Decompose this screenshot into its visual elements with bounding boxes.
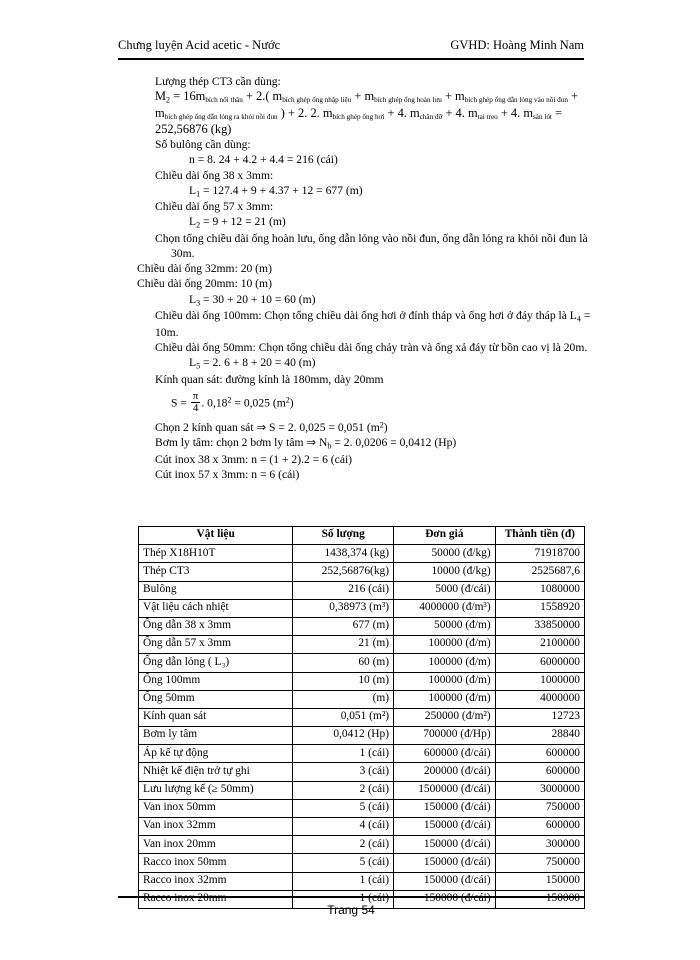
table-cell: 10000 (đ/kg) (394, 563, 496, 581)
table-cell: 150000 (đ/cái) (394, 836, 496, 854)
table-cell: Ống 50mm (139, 690, 293, 708)
document-body (137, 74, 592, 482)
table-cell: Racco inox 32mm (139, 872, 293, 890)
table-cell: 2 (cái) (293, 781, 394, 799)
line-ong-50mm: Chiều dài ống 50mm: Chọn tổng chiều dài ống chảy tràn và ống xả đáy từ bồn cao vị là 20m. (155, 341, 588, 355)
table-cell: 150000 (đ/cái) (394, 890, 496, 908)
table-cell: Bơm ly tâm (139, 727, 293, 745)
L1-rest: = 127.4 + 9 + 4.37 + 12 = 677 (m) (200, 183, 363, 197)
footer-rule (118, 896, 584, 898)
table-cell: Thép X18H10T (139, 545, 293, 563)
table-cell: 21 (m) (293, 636, 394, 654)
formula-m2-p9: = 252,56876 (kg) (155, 105, 563, 136)
table-cell: 0,051 (m²) (293, 708, 394, 726)
S-mid: . 0,18 (201, 396, 228, 410)
table-cell: 3000000 (495, 781, 584, 799)
table-cell: Thép CT3 (139, 563, 293, 581)
line-L3 (137, 292, 592, 309)
table-row (139, 781, 585, 799)
line-ong-20mm: Chiều dài ống 20mm: 10 (m) (137, 277, 272, 291)
table-cell: 100000 (đ/m) (394, 654, 496, 672)
line-luong-thep: Lượng thép CT3 cần dùng: (155, 75, 281, 88)
L2-sub: 2 (196, 220, 201, 230)
formula-m2-sub2: bích ghép ống nhập liệu (282, 96, 352, 105)
table-cell: 1500000 (đ/cái) (394, 781, 496, 799)
table-cell: 4000000 (đ/m³) (394, 599, 496, 617)
table-cell: 12723 (495, 708, 584, 726)
table-cell: Ống dẫn lỏng ( L₃) (139, 654, 293, 672)
column-header-vat-lieu: Vật liệu (139, 527, 293, 545)
table-cell: 150000 (đ/cái) (394, 854, 496, 872)
line-kinh-quan-sat: Kính quan sát: đường kính là 180mm, dày 20mm (155, 373, 384, 387)
L5-lead: L (189, 356, 197, 370)
table-cell: 100000 (đ/m) (394, 636, 496, 654)
table-cell: 5 (cái) (293, 854, 394, 872)
table-cell: (m) (293, 690, 394, 708)
table-row (139, 818, 585, 836)
table-cell: 750000 (495, 854, 584, 872)
table-row (139, 636, 585, 654)
table-cell: Van inox 32mm (139, 818, 293, 836)
line-chieu-dai-38: Chiều dài ống 38 x 3mm: (155, 168, 274, 182)
line-ong-32mm: Chiều dài ống 32mm: 20 (m) (137, 262, 272, 276)
table-cell: 1080000 (495, 581, 584, 599)
formula-m2-p2: + m (351, 89, 375, 104)
table-row (139, 799, 585, 817)
table-cell: 150000 (495, 872, 584, 890)
column-header-thanh-tien: Thành tiền (đ) (495, 527, 584, 545)
bom-ly-tam-a: Bơm ly tâm: chọn 2 bơm ly tâm ⇒ N (155, 435, 328, 449)
formula-S (137, 392, 592, 415)
table-cell: 677 (m) (293, 617, 394, 635)
table-cell: 1 (cái) (293, 745, 394, 763)
table-cell: 4000000 (495, 690, 584, 708)
header-title-right: GVHD: Hoàng Minh Nam (450, 38, 584, 52)
table-cell: 0,38973 (m³) (293, 599, 394, 617)
line-so-bulong: Số bulông cần dùng: (155, 138, 251, 152)
formula-m2-sub9: sàn lót (532, 112, 552, 121)
line-chon-tong-chieu-dai: Chọn tổng chiều dài ống hoàn lưu, ống dẫn lỏng vào nồi đun, ống dẫn lỏng ra khỏi nồi đun là 30m. (155, 232, 588, 261)
chon-2-kinh-sup: 2 (379, 420, 384, 430)
formula-m2-p3: + m (441, 89, 465, 104)
fraction-denominator: 4 (191, 402, 201, 414)
L1-sub: 1 (196, 188, 201, 198)
L2-lead: L (189, 215, 197, 229)
table-cell: 50000 (đ/m) (394, 617, 496, 635)
table-cell: Van inox 50mm (139, 799, 293, 817)
table-cell: Racco inox 50mm (139, 854, 293, 872)
table-row (139, 581, 585, 599)
table-header-row (139, 527, 585, 545)
table-row (139, 854, 585, 872)
line-chieu-dai-57: Chiều dài ống 57 x 3mm: (155, 200, 274, 214)
line-cut-inox-38: Cút inox 38 x 3mm: n = (1 + 2).2 = 6 (cái) (155, 452, 353, 466)
table-row (139, 745, 585, 763)
page-footer: Trang 54 (327, 903, 375, 917)
table-cell: 150000 (đ/cái) (394, 799, 496, 817)
ong-100mm-b: = 10m. (155, 309, 591, 340)
table-row (139, 672, 585, 690)
table-cell: 50000 (đ/kg) (394, 545, 496, 563)
L3-sub: 3 (196, 297, 201, 307)
line-chon-2-kinh (137, 420, 592, 435)
L5-rest: = 2. 6 + 8 + 20 = 40 (m) (200, 356, 316, 370)
chon-2-kinh-b: ) (383, 420, 388, 434)
table-cell: 0,0412 (Hp) (293, 727, 394, 745)
table-cell: 300000 (495, 836, 584, 854)
S-tail-sup: 2 (285, 395, 290, 405)
cost-table-container (138, 526, 585, 909)
table-cell: 5000 (đ/cái) (394, 581, 496, 599)
table-cell: 700000 (đ/Hp) (394, 727, 496, 745)
column-header-don-gia: Đơn giá (394, 527, 496, 545)
table-cell: 100000 (đ/m) (394, 672, 496, 690)
table-cell: 2100000 (495, 636, 584, 654)
formula-m2-p6: + 4. m (384, 105, 420, 120)
table-cell: 2525687,6 (495, 563, 584, 581)
table-cell: 100000 (đ/m) (394, 690, 496, 708)
table-cell: 6000000 (495, 654, 584, 672)
table-cell: Van inox 20mm (139, 836, 293, 854)
table-row (139, 617, 585, 635)
table-cell: 71918700 (495, 545, 584, 563)
pi-over-4-fraction (191, 391, 201, 414)
L3-rest: = 30 + 20 + 10 = 60 (m) (200, 292, 316, 306)
table-cell: Lưu lượng kế (≥ 50mm) (139, 781, 293, 799)
formula-m2-p4: + m (155, 89, 579, 120)
cost-table (138, 526, 585, 909)
Nb-sub: b (327, 440, 332, 450)
table-cell: 150000 (495, 890, 584, 908)
formula-m2-p1: + 2.( m (242, 89, 283, 104)
bom-ly-tam-b: = 2. 0,0206 = 0,0412 (Hp) (331, 435, 457, 449)
page-header (118, 38, 584, 53)
table-row (139, 872, 585, 890)
fraction-numerator: π (192, 390, 199, 403)
table-cell: 750000 (495, 799, 584, 817)
table-cell: 33850000 (495, 617, 584, 635)
table-cell: 600000 (495, 763, 584, 781)
table-row (139, 727, 585, 745)
table-row (139, 690, 585, 708)
table-cell: 252,56876(kg) (293, 563, 394, 581)
table-row (139, 763, 585, 781)
table-cell: Vật liệu cách nhiệt (139, 599, 293, 617)
L1-lead: L (189, 183, 197, 197)
table-row (139, 836, 585, 854)
table-cell: 5 (cái) (293, 799, 394, 817)
table-cell: 250000 (đ/m²) (394, 708, 496, 726)
table-cell: 4 (cái) (293, 818, 394, 836)
table-cell: 60 (m) (293, 654, 394, 672)
column-header-so-luong: Số lượng (293, 527, 394, 545)
formula-m2-sub5: bích ghép ống dẫn lỏng ra khỏi nồi đun (164, 112, 278, 121)
table-cell: 600000 (495, 818, 584, 836)
formula-m2-eq: = 16m (170, 89, 206, 104)
formula-m2-lead: M (155, 89, 167, 104)
table-cell: 200000 (đ/cái) (394, 763, 496, 781)
formula-m2-p7: + 4. m (442, 105, 478, 120)
table-cell: 150000 (đ/cái) (394, 818, 496, 836)
formula-m2 (137, 89, 592, 137)
L3-lead: L (189, 292, 197, 306)
header-title-left: Chưng luyện Acid acetic - Nước (118, 38, 281, 52)
table-row (139, 545, 585, 563)
cost-table-head (139, 527, 585, 545)
table-cell: Bulông (139, 581, 293, 599)
table-cell: Kính quan sát (139, 708, 293, 726)
table-cell: Nhiệt kế điện trở tự ghi (139, 763, 293, 781)
table-cell: 1000000 (495, 672, 584, 690)
line-L1 (137, 183, 592, 200)
table-row (139, 654, 585, 672)
table-cell: 1558920 (495, 599, 584, 617)
table-cell: 1 (cái) (293, 890, 394, 908)
table-cell: 10 (m) (293, 672, 394, 690)
cost-table-body (139, 545, 585, 909)
table-cell: 1438,374 (kg) (293, 545, 394, 563)
L5-sub: 5 (196, 361, 201, 371)
table-row (139, 563, 585, 581)
line-bom-ly-tam (137, 435, 592, 452)
table-cell: Ống 100mm (139, 672, 293, 690)
table-cell: Ống dẫn 38 x 3mm (139, 617, 293, 635)
table-cell: 600000 (đ/cái) (394, 745, 496, 763)
formula-m2-sub6: bích ghép ống hơi (332, 112, 385, 121)
table-cell: 216 (cái) (293, 581, 394, 599)
ong-100mm-a: Chiều dài ống 100mm: Chọn tổng chiều dài ống hơi ở đỉnh tháp và ống hơi ở đáy tháp là L (155, 309, 577, 323)
table-cell: 28840 (495, 727, 584, 745)
formula-m2-sub7: chân đỡ (419, 112, 443, 121)
table-cell: Racco inox 20mm (139, 890, 293, 908)
line-cut-inox-57: Cút inox 57 x 3mm: n = 6 (cái) (155, 467, 300, 481)
formula-m2-sub8: tai treo (477, 112, 498, 121)
S-exponent: 2 (227, 395, 232, 405)
table-cell: 1 (cái) (293, 872, 394, 890)
table-cell: 600000 (495, 745, 584, 763)
S-lead: S = (171, 396, 190, 410)
formula-m2-p5: ) + 2. 2. m (277, 105, 333, 120)
line-L2 (137, 214, 592, 231)
S-tail-b: ) (289, 396, 294, 410)
L2-rest: = 9 + 12 = 21 (m) (200, 215, 286, 229)
table-cell: 2 (cái) (293, 836, 394, 854)
formula-m2-lead-sub: 2 (166, 95, 171, 105)
formula-m2-sub1: bích nối thân (205, 96, 243, 105)
chon-2-kinh-a: Chọn 2 kính quan sát ⇒ S = 2. 0,025 = 0,051 (m (155, 420, 380, 434)
table-row (139, 599, 585, 617)
table-row (139, 708, 585, 726)
formula-m2-sub3: bích ghép ống hoàn lưu (374, 96, 442, 105)
formula-m2-sub4: bích ghép ống dẫn lỏng vào nồi đun (464, 96, 568, 105)
line-ong-100mm (137, 308, 592, 340)
table-cell: Áp kế tự động (139, 745, 293, 763)
table-cell: 3 (cái) (293, 763, 394, 781)
table-cell: 150000 (đ/cái) (394, 872, 496, 890)
formula-m2-p8: + 4. m (497, 105, 533, 120)
L4-sub: 4 (576, 314, 581, 324)
table-cell: Ống dẫn 57 x 3mm (139, 636, 293, 654)
line-n-bulong: n = 8. 24 + 4.2 + 4.4 = 216 (cái) (189, 153, 338, 167)
line-L5 (137, 355, 592, 372)
header-rule (118, 58, 584, 60)
S-tail-a: = 0,025 (m (231, 396, 286, 410)
